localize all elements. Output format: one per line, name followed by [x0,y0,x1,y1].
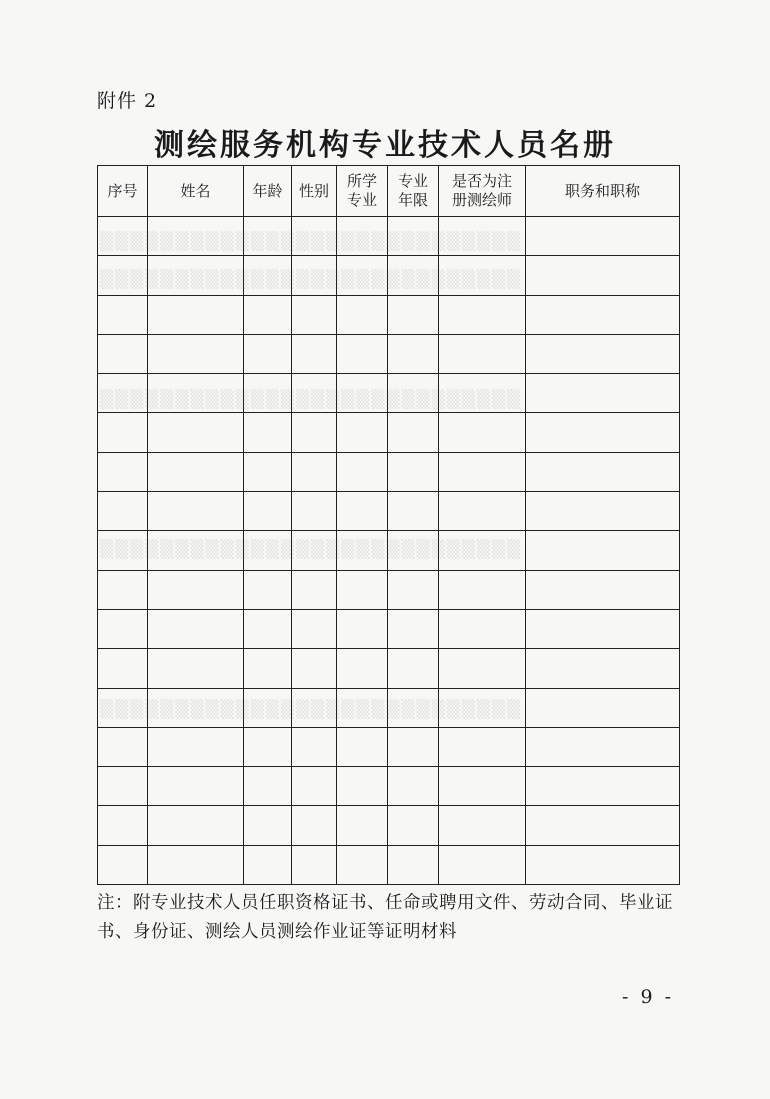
table-cell [439,688,526,727]
table-cell [244,452,292,491]
table-cell [292,334,337,373]
table-cell [388,688,439,727]
table-cell [148,609,244,648]
table-cell [337,727,388,766]
header-gender: 性别 [292,166,337,217]
table-cell [98,452,148,491]
show-through-line: ▒▒▒▒▒▒▒▒▒▒▒▒▒▒▒▒▒▒▒▒▒▒▒▒▒▒▒▒ [100,700,523,720]
table-cell [439,295,526,334]
table-cell [98,767,148,806]
header-position-and-title: 职务和职称 [526,166,680,217]
table-cell [388,727,439,766]
table-cell [526,452,680,491]
table-cell [337,256,388,295]
table-header-row [98,166,680,217]
table-cell [292,806,337,845]
table-cell [98,806,148,845]
table-cell [292,295,337,334]
table-cell [337,688,388,727]
table-cell [244,531,292,570]
table-cell [98,217,148,256]
header-serial-number: 序号 [98,166,148,217]
table-row [98,806,680,845]
table-cell [388,334,439,373]
table-cell [244,374,292,413]
table-cell [148,767,244,806]
table-row [98,609,680,648]
table-cell [148,413,244,452]
table-cell [337,217,388,256]
table-cell [526,688,680,727]
table-cell [388,452,439,491]
table-cell [388,845,439,884]
table-cell [244,845,292,884]
table-cell [439,374,526,413]
table-cell [388,806,439,845]
table-cell [337,452,388,491]
table-cell [526,334,680,373]
header-years-in-profession: 专业 年限 [388,166,439,217]
table-cell [388,413,439,452]
table-cell [526,570,680,609]
table-cell [244,256,292,295]
personnel-roster-table [97,165,680,885]
table-cell [439,334,526,373]
page-title: 测绘服务机构专业技术人员名册 [154,128,616,163]
header-name: 姓名 [148,166,244,217]
table-cell [337,845,388,884]
table-cell [439,649,526,688]
table-cell [526,845,680,884]
table-cell [526,767,680,806]
table-cell [292,570,337,609]
header-major: 所学 专业 [337,166,388,217]
table-cell [388,531,439,570]
table-cell [148,531,244,570]
table-cell [98,688,148,727]
table-cell [98,531,148,570]
table-cell [244,217,292,256]
table-cell [337,806,388,845]
table-cell [526,649,680,688]
table-row [98,256,680,295]
table-cell [439,531,526,570]
table-row [98,531,680,570]
table-cell [388,256,439,295]
table-row [98,413,680,452]
table-cell [148,256,244,295]
table-cell [337,413,388,452]
table-cell [439,845,526,884]
table-cell [148,334,244,373]
table-cell [439,217,526,256]
header-registered-surveyor: 是否为注 册测绘师 [439,166,526,217]
table-cell [148,806,244,845]
table-cell [148,295,244,334]
header-age: 年龄 [244,166,292,217]
table-cell [98,727,148,766]
table-cell [337,374,388,413]
table-cell [244,413,292,452]
table-cell [439,767,526,806]
table-cell [148,727,244,766]
table-cell [337,767,388,806]
table-cell [148,374,244,413]
table-cell [98,845,148,884]
table-cell [439,570,526,609]
table-cell [292,452,337,491]
table-cell [337,492,388,531]
table-row [98,295,680,334]
table-cell [148,452,244,491]
table-cell [98,413,148,452]
table-cell [148,688,244,727]
table-cell [439,492,526,531]
table-cell [244,570,292,609]
table-row [98,492,680,531]
table-row [98,649,680,688]
table-cell [292,256,337,295]
table-cell [526,374,680,413]
table-cell [148,649,244,688]
table-cell [98,649,148,688]
table-cell [337,531,388,570]
table-cell [388,570,439,609]
table-row [98,727,680,766]
table-cell [292,609,337,648]
table-row [98,688,680,727]
table-cell [388,295,439,334]
table-cell [292,845,337,884]
table-cell [292,727,337,766]
table-cell [526,806,680,845]
table-row [98,217,680,256]
table-cell [439,256,526,295]
table-cell [292,413,337,452]
table-cell [337,609,388,648]
table-row [98,570,680,609]
table-cell [388,609,439,648]
table-cell [98,492,148,531]
show-through-line: ▒▒▒▒▒▒▒▒▒▒▒▒▒▒▒▒▒▒▒▒▒▒▒▒▒▒▒▒ [100,270,523,290]
table-cell [148,570,244,609]
table-cell [244,806,292,845]
table-cell [439,413,526,452]
table-cell [244,688,292,727]
table-cell [244,295,292,334]
table-cell [244,649,292,688]
table-cell [244,767,292,806]
table-cell [439,806,526,845]
table-row [98,374,680,413]
table-cell [388,767,439,806]
table-cell [292,531,337,570]
table-cell [388,217,439,256]
table-cell [526,609,680,648]
table-cell [292,374,337,413]
table-cell [337,649,388,688]
table-cell [526,727,680,766]
table-cell [292,217,337,256]
table-row [98,452,680,491]
table-cell [388,492,439,531]
table-row [98,334,680,373]
show-through-line: ▒▒▒▒▒▒▒▒▒▒▒▒▒▒▒▒▒▒▒▒▒▒▒▒▒▒▒▒ [100,540,523,560]
table-cell [244,334,292,373]
table-cell [337,295,388,334]
table-cell [292,688,337,727]
table-cell [244,609,292,648]
table-cell [244,727,292,766]
table-cell [292,492,337,531]
table-cell [148,845,244,884]
table-cell [98,295,148,334]
table-cell [148,217,244,256]
table-cell [526,217,680,256]
table-cell [337,334,388,373]
table-cell [388,374,439,413]
table-cell [526,256,680,295]
table-row [98,845,680,884]
table-cell [244,492,292,531]
table-cell [98,334,148,373]
attachment-label: 附件 2 [97,90,158,112]
table-cell [98,609,148,648]
table-cell [337,570,388,609]
table-cell [526,531,680,570]
table-cell [526,492,680,531]
table-cell [526,295,680,334]
table-cell [98,374,148,413]
table-cell [292,649,337,688]
table-cell [439,609,526,648]
table-cell [526,413,680,452]
show-through-line: ▒▒▒▒▒▒▒▒▒▒▒▒▒▒▒▒▒▒▒▒▒▒▒▒▒▒▒▒ [100,232,523,252]
table-cell [148,492,244,531]
table-cell [388,649,439,688]
table-cell [292,767,337,806]
table-cell [98,570,148,609]
table-cell [439,727,526,766]
table-body [98,217,680,885]
table-row [98,767,680,806]
footnote: 注：附专业技术人员任职资格证书、任命或聘用文件、劳动合同、毕业证书、身份证、测绘人员测绘作业证等证明材料 [97,893,673,942]
table-cell [439,452,526,491]
show-through-line: ▒▒▒▒▒▒▒▒▒▒▒▒▒▒▒▒▒▒▒▒▒▒▒▒▒▒▒▒ [100,390,523,410]
table-cell [98,256,148,295]
page-number: - 9 - [622,986,675,1008]
